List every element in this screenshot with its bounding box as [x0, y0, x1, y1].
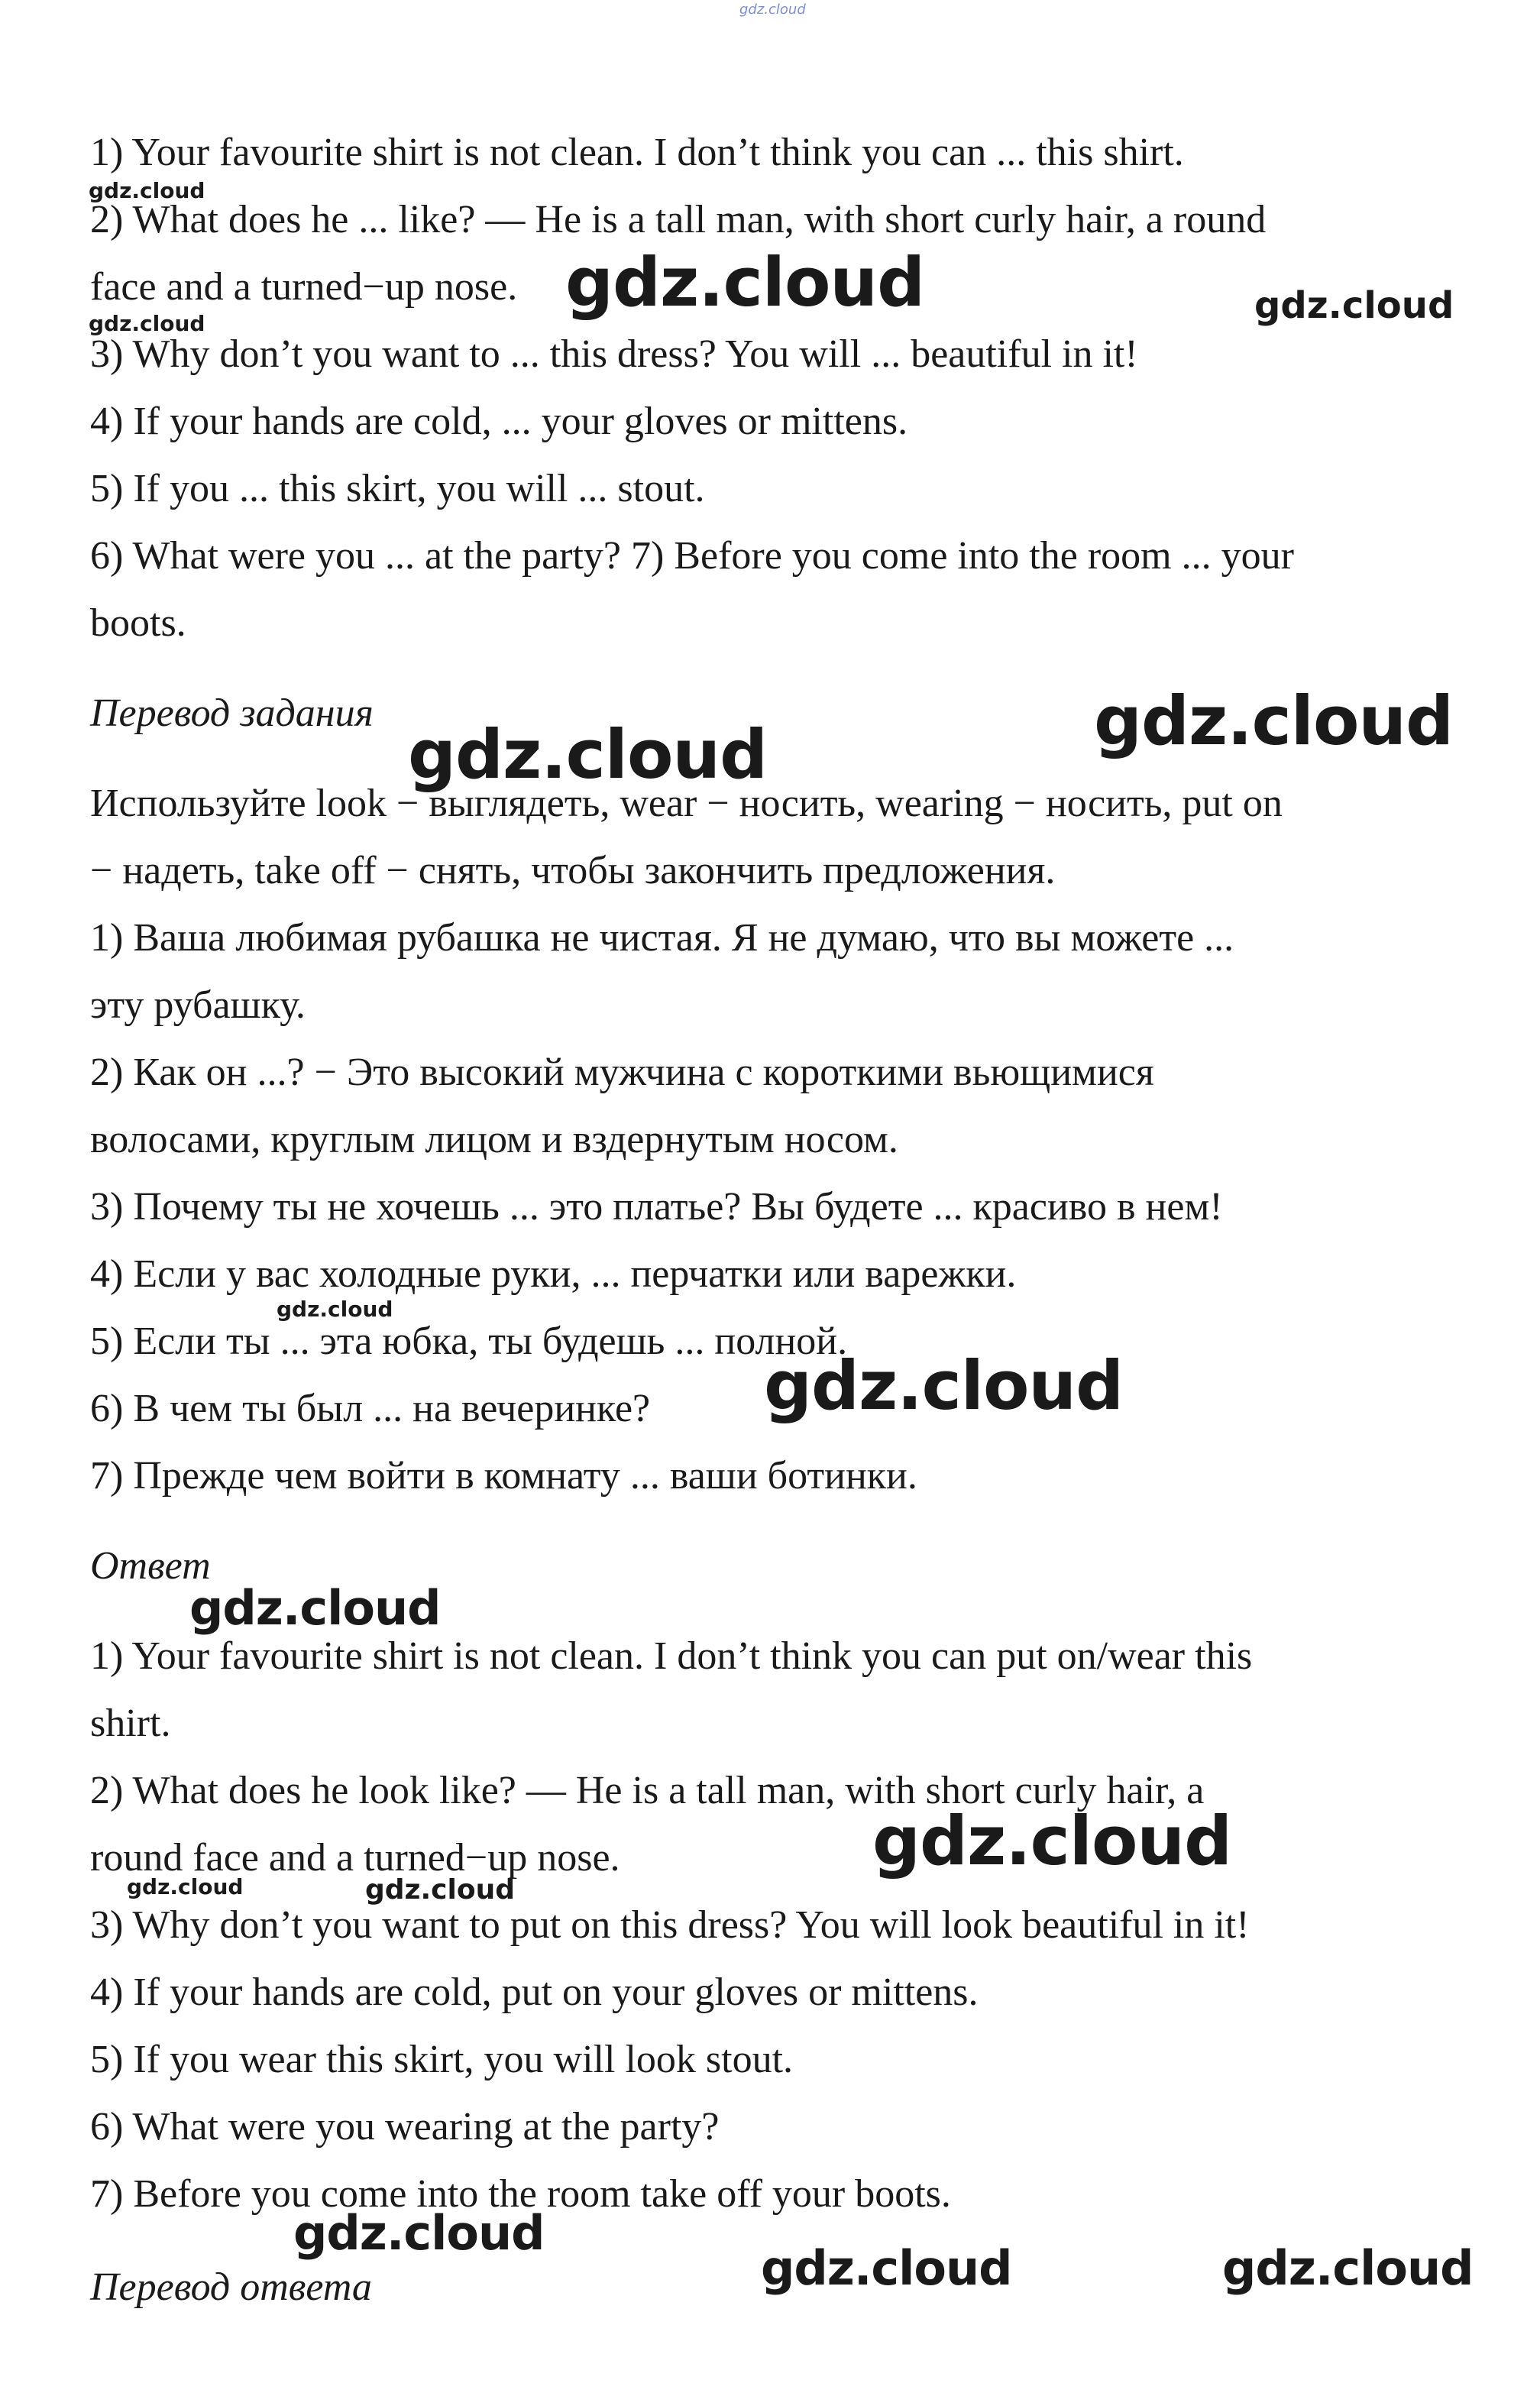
watermark-large-3: gdz.cloud: [408, 715, 768, 794]
translation-heading: Перевод задания: [90, 691, 374, 735]
translation-line-1: Используйте look − выглядеть, wear − носить, wearing − носить, put on: [90, 782, 1283, 825]
watermark-mid-1: gdz.cloud: [1254, 284, 1454, 327]
translation-line-3: 1) Ваша любимая рубашка не чистая. Я не думаю, что вы можете ...: [90, 916, 1234, 960]
task-line-4: 3) Why don’t you want to ... this dress? You will ... beautiful in it!: [90, 332, 1138, 376]
answer-line-5: 3) Why don’t you want to put on this dress? You will look beautiful in it!: [90, 1903, 1250, 1947]
watermark-small-3: gdz.cloud: [277, 1297, 393, 1322]
watermark-mid-2: gdz.cloud: [189, 1580, 441, 1636]
translation-line-7: 3) Почему ты не хочешь ... это платье? Вы будете ... красиво в нем!: [90, 1185, 1223, 1229]
task-line-1: 1) Your favourite shirt is not clean. I don’t think you can ... this shirt.: [90, 131, 1184, 174]
top-watermark: gdz.cloud: [739, 2, 806, 18]
translation-line-5: 2) Как он ...? − Это высокий мужчина с короткими вьющимися: [90, 1051, 1154, 1094]
watermark-mid-3: gdz.cloud: [293, 2205, 545, 2261]
watermark-large-4: gdz.cloud: [764, 1346, 1124, 1425]
answer-translation-heading: Перевод ответа: [90, 2265, 372, 2309]
watermark-mid-4: gdz.cloud: [761, 2240, 1012, 2296]
watermark-small-2: gdz.cloud: [89, 311, 205, 336]
answer-line-9: 7) Before you come into the room take off your boots.: [90, 2172, 951, 2216]
answer-line-6: 4) If your hands are cold, put on your gloves or mittens.: [90, 1970, 979, 2014]
answer-line-8: 6) What were you wearing at the party?: [90, 2105, 720, 2149]
answer-line-2: shirt.: [90, 1702, 171, 1745]
watermark-small-5: gdz.cloud: [365, 1874, 515, 1906]
task-line-7: 6) What were you ... at the party? 7) Before you come into the room ... your: [90, 534, 1294, 578]
answer-line-7: 5) If you wear this skirt, you will look stout.: [90, 2038, 794, 2081]
task-line-5: 4) If your hands are cold, ... your gloves or mittens.: [90, 400, 908, 443]
watermark-large-5: gdz.cloud: [872, 1802, 1232, 1880]
translation-line-9: 5) Если ты ... эта юбка, ты будешь ... полной.: [90, 1320, 848, 1363]
answer-line-3: 2) What does he look like? — He is a tall man, with short curly hair, a: [90, 1769, 1205, 1812]
translation-line-10: 6) В чем ты был ... на вечеринке?: [90, 1387, 651, 1430]
task-line-2: 2) What does he ... like? — He is a tall man, with short curly hair, a round: [90, 198, 1267, 241]
watermark-large-1: gdz.cloud: [565, 243, 925, 322]
translation-line-6: волосами, круглым лицом и вздернутым носом.: [90, 1118, 898, 1161]
answer-line-1: 1) Your favourite shirt is not clean. I don’t think you can put on/wear this: [90, 1634, 1253, 1678]
translation-line-8: 4) Если у вас холодные руки, ... перчатки или варежки.: [90, 1252, 1017, 1296]
translation-line-4: эту рубашку.: [90, 983, 306, 1027]
answer-heading: Ответ: [90, 1544, 211, 1588]
task-line-8: boots.: [90, 601, 186, 645]
watermark-small-4: gdz.cloud: [127, 1874, 244, 1899]
watermark-small-1: gdz.cloud: [89, 178, 205, 203]
watermark-mid-5: gdz.cloud: [1222, 2240, 1474, 2296]
task-line-3: face and a turned−up nose.: [90, 265, 518, 309]
answer-line-4: round face and a turned−up nose.: [90, 1836, 620, 1880]
translation-line-11: 7) Прежде чем войти в комнату ... ваши ботинки.: [90, 1454, 917, 1498]
translation-line-2: − надеть, take off − снять, чтобы закончить предложения.: [90, 849, 1056, 892]
task-line-6: 5) If you ... this skirt, you will ... stout.: [90, 467, 705, 510]
watermark-large-2: gdz.cloud: [1094, 682, 1454, 760]
